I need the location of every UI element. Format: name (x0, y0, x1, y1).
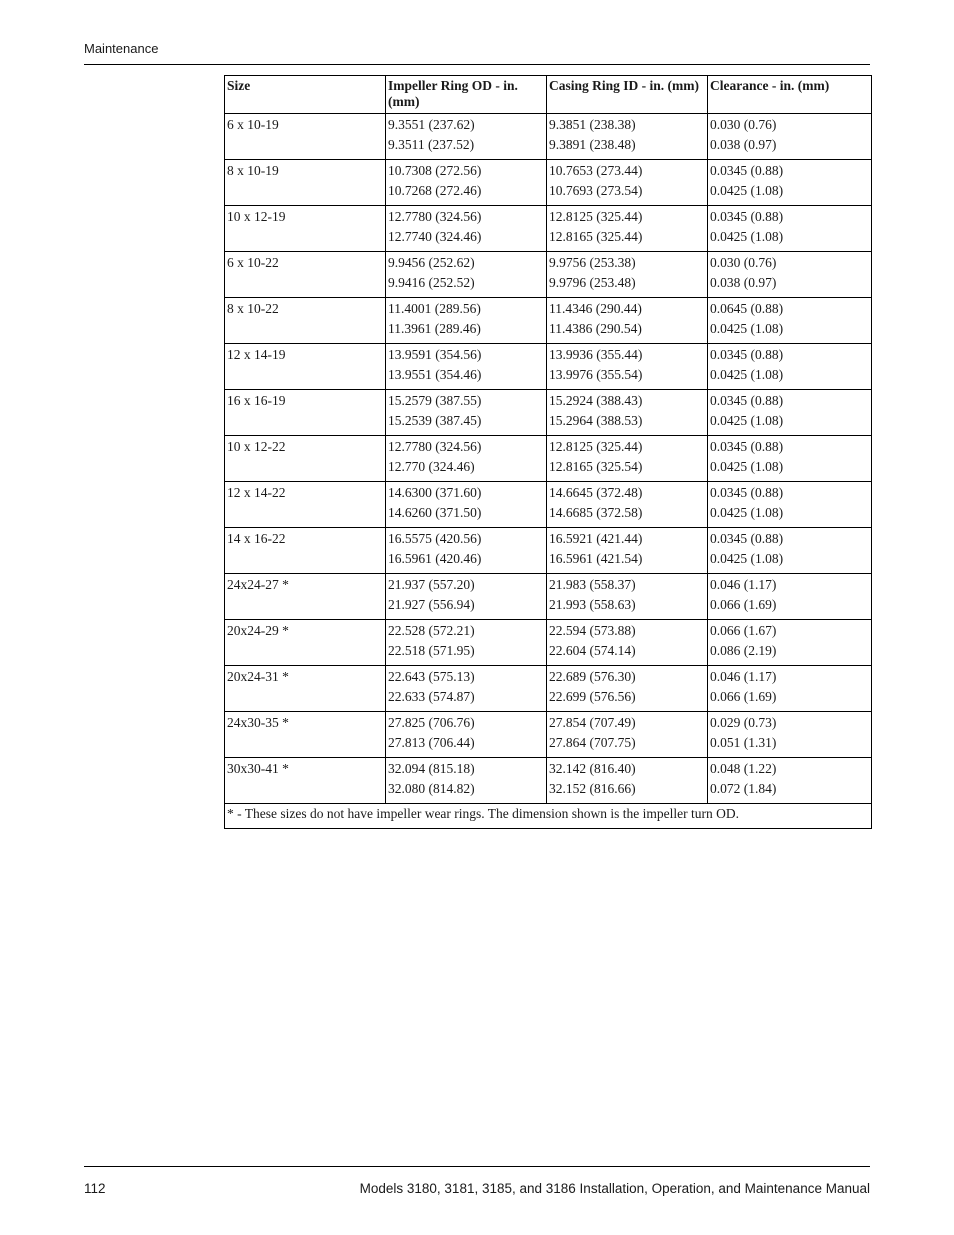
value-line-lower: 22.518 (571.95) (388, 643, 475, 658)
size-cell: 8 x 10-19 (225, 160, 386, 206)
value-line-upper: 0.066 (1.67) (710, 623, 777, 638)
value-line-lower: 21.927 (556.94) (388, 597, 475, 612)
value-line-upper: 0.048 (1.22) (710, 761, 777, 776)
value-line-upper: 13.9936 (355.44) (549, 347, 643, 362)
value-line-upper: 9.9756 (253.38) (549, 255, 636, 270)
value-line-lower: 32.080 (814.82) (388, 781, 475, 796)
clearance-cell (708, 252, 872, 298)
value-line-upper: 12.7780 (324.56) (388, 209, 482, 224)
value-line-upper: 9.9456 (252.62) (388, 255, 475, 270)
value-line-upper: 0.046 (1.17) (710, 669, 777, 684)
size-cell: 30x30-41 * (225, 758, 386, 804)
value-line-lower: 12.8165 (325.54) (549, 459, 643, 474)
value-line-lower: 22.699 (576.56) (549, 689, 636, 704)
value-line-lower: 16.5961 (420.46) (388, 551, 482, 566)
footnote-row (225, 804, 872, 829)
table-row (225, 436, 872, 482)
casing-ring-id-cell (547, 620, 708, 666)
impeller-ring-od-cell (386, 252, 547, 298)
clearance-cell (708, 114, 872, 160)
value-line-lower: 0.0425 (1.08) (710, 321, 784, 336)
value-line-lower: 9.9796 (253.48) (549, 275, 636, 290)
value-line-upper: 22.689 (576.30) (549, 669, 636, 684)
table-header-row (225, 76, 872, 114)
clearance-cell (708, 620, 872, 666)
value-line-upper: 27.825 (706.76) (388, 715, 475, 730)
size-cell: 14 x 16-22 (225, 528, 386, 574)
value-line-lower: 0.072 (1.84) (710, 781, 777, 796)
value-line-lower: 10.7268 (272.46) (388, 183, 482, 198)
clearance-cell (708, 436, 872, 482)
value-line-upper: 15.2924 (388.43) (549, 393, 643, 408)
value-line-lower: 0.066 (1.69) (710, 597, 777, 612)
clearance-cell (708, 482, 872, 528)
value-line-lower: 11.4386 (290.54) (549, 321, 642, 336)
value-line-lower: 0.086 (2.19) (710, 643, 777, 658)
table-row (225, 620, 872, 666)
casing-ring-id-cell (547, 206, 708, 252)
footer-divider (84, 1166, 870, 1167)
impeller-ring-od-cell (386, 160, 547, 206)
value-line-upper: 10.7653 (273.44) (549, 163, 643, 178)
casing-ring-id-cell (547, 482, 708, 528)
value-line-upper: 12.8125 (325.44) (549, 439, 643, 454)
value-line-lower: 16.5961 (421.54) (549, 551, 643, 566)
value-line-upper: 15.2579 (387.55) (388, 393, 482, 408)
value-line-lower: 12.770 (324.46) (388, 459, 475, 474)
wear-ring-clearance-table (224, 75, 872, 829)
casing-ring-id-cell (547, 758, 708, 804)
value-line-lower: 27.864 (707.75) (549, 735, 636, 750)
impeller-ring-od-cell (386, 666, 547, 712)
casing-ring-id-cell (547, 666, 708, 712)
value-line-upper: 16.5921 (421.44) (549, 531, 643, 546)
column-header-casing-ring-id: Casing Ring ID - in. (mm) (547, 76, 708, 114)
impeller-ring-od-cell (386, 758, 547, 804)
value-line-upper: 10.7308 (272.56) (388, 163, 482, 178)
table-row (225, 482, 872, 528)
value-line-upper: 0.046 (1.17) (710, 577, 777, 592)
table-row (225, 160, 872, 206)
manual-title: Models 3180, 3181, 3185, and 3186 Installation, Operation, and Maintenance Manual (359, 1181, 870, 1196)
value-line-lower: 0.0425 (1.08) (710, 229, 784, 244)
value-line-upper: 32.142 (816.40) (549, 761, 636, 776)
value-line-lower: 0.0425 (1.08) (710, 505, 784, 520)
value-line-upper: 13.9591 (354.56) (388, 347, 482, 362)
size-cell: 6 x 10-19 (225, 114, 386, 160)
value-line-lower: 9.3511 (237.52) (388, 137, 475, 152)
value-line-upper: 0.030 (0.76) (710, 117, 777, 132)
value-line-upper: 0.0345 (0.88) (710, 393, 784, 408)
impeller-ring-od-cell (386, 712, 547, 758)
value-line-upper: 22.643 (575.13) (388, 669, 475, 684)
table-row (225, 344, 872, 390)
table-row (225, 528, 872, 574)
value-line-upper: 14.6300 (371.60) (388, 485, 482, 500)
clearance-cell (708, 298, 872, 344)
value-line-lower: 10.7693 (273.54) (549, 183, 643, 198)
size-cell: 12 x 14-22 (225, 482, 386, 528)
value-line-upper: 0.0345 (0.88) (710, 439, 784, 454)
impeller-ring-od-cell (386, 206, 547, 252)
value-line-upper: 9.3551 (237.62) (388, 117, 475, 132)
header-divider (84, 64, 870, 65)
value-line-upper: 11.4346 (290.44) (549, 301, 642, 316)
value-line-lower: 0.051 (1.31) (710, 735, 777, 750)
clearance-cell (708, 344, 872, 390)
clearance-cell (708, 528, 872, 574)
value-line-upper: 0.0345 (0.88) (710, 485, 784, 500)
size-cell: 20x24-31 * (225, 666, 386, 712)
column-header-size: Size (225, 76, 386, 114)
table-row (225, 574, 872, 620)
value-line-lower: 12.8165 (325.44) (549, 229, 643, 244)
table-footnote: * - These sizes do not have impeller wear rings. The dimension shown is the impeller turn OD. (225, 804, 872, 829)
value-line-upper: 21.983 (558.37) (549, 577, 636, 592)
value-line-lower: 0.066 (1.69) (710, 689, 777, 704)
value-line-upper: 22.528 (572.21) (388, 623, 475, 638)
value-line-upper: 12.8125 (325.44) (549, 209, 643, 224)
clearance-cell (708, 574, 872, 620)
value-line-upper: 0.030 (0.76) (710, 255, 777, 270)
impeller-ring-od-cell (386, 436, 547, 482)
value-line-lower: 0.0425 (1.08) (710, 551, 784, 566)
clearance-cell (708, 390, 872, 436)
value-line-lower: 9.9416 (252.52) (388, 275, 475, 290)
size-cell: 24x30-35 * (225, 712, 386, 758)
size-cell: 8 x 10-22 (225, 298, 386, 344)
size-cell: 24x24-27 * (225, 574, 386, 620)
casing-ring-id-cell (547, 712, 708, 758)
clearance-cell (708, 160, 872, 206)
value-line-lower: 27.813 (706.44) (388, 735, 475, 750)
section-header: Maintenance (84, 41, 159, 56)
table-row (225, 298, 872, 344)
value-line-upper: 0.0345 (0.88) (710, 531, 784, 546)
value-line-upper: 0.0645 (0.88) (710, 301, 784, 316)
value-line-upper: 0.029 (0.73) (710, 715, 777, 730)
impeller-ring-od-cell (386, 482, 547, 528)
value-line-lower: 0.0425 (1.08) (710, 183, 784, 198)
column-header-clearance: Clearance - in. (mm) (708, 76, 872, 114)
column-header-impeller-ring-od: Impeller Ring OD - in. (mm) (386, 76, 547, 114)
value-line-upper: 22.594 (573.88) (549, 623, 636, 638)
value-line-lower: 0.0425 (1.08) (710, 367, 784, 382)
table-row (225, 666, 872, 712)
value-line-lower: 15.2539 (387.45) (388, 413, 482, 428)
value-line-upper: 0.0345 (0.88) (710, 163, 784, 178)
value-line-upper: 27.854 (707.49) (549, 715, 636, 730)
impeller-ring-od-cell (386, 390, 547, 436)
value-line-upper: 0.0345 (0.88) (710, 209, 784, 224)
value-line-upper: 16.5575 (420.56) (388, 531, 482, 546)
value-line-lower: 12.7740 (324.46) (388, 229, 482, 244)
value-line-upper: 0.0345 (0.88) (710, 347, 784, 362)
size-cell: 12 x 14-19 (225, 344, 386, 390)
size-cell: 10 x 12-22 (225, 436, 386, 482)
size-cell: 16 x 16-19 (225, 390, 386, 436)
value-line-upper: 12.7780 (324.56) (388, 439, 482, 454)
impeller-ring-od-cell (386, 574, 547, 620)
value-line-lower: 0.038 (0.97) (710, 137, 777, 152)
page-number: 112 (84, 1181, 106, 1196)
casing-ring-id-cell (547, 160, 708, 206)
table-row (225, 206, 872, 252)
impeller-ring-od-cell (386, 298, 547, 344)
table-row (225, 758, 872, 804)
value-line-lower: 9.3891 (238.48) (549, 137, 636, 152)
value-line-upper: 14.6645 (372.48) (549, 485, 643, 500)
value-line-upper: 21.937 (557.20) (388, 577, 475, 592)
casing-ring-id-cell (547, 298, 708, 344)
value-line-lower: 32.152 (816.66) (549, 781, 636, 796)
value-line-lower: 14.6260 (371.50) (388, 505, 482, 520)
casing-ring-id-cell (547, 114, 708, 160)
value-line-lower: 14.6685 (372.58) (549, 505, 643, 520)
clearance-cell (708, 712, 872, 758)
table-row (225, 252, 872, 298)
casing-ring-id-cell (547, 436, 708, 482)
impeller-ring-od-cell (386, 344, 547, 390)
value-line-lower: 15.2964 (388.53) (549, 413, 643, 428)
value-line-lower: 22.604 (574.14) (549, 643, 636, 658)
value-line-lower: 11.3961 (289.46) (388, 321, 481, 336)
value-line-lower: 0.038 (0.97) (710, 275, 777, 290)
value-line-lower: 13.9976 (355.54) (549, 367, 643, 382)
table-row (225, 390, 872, 436)
table-row (225, 114, 872, 160)
casing-ring-id-cell (547, 252, 708, 298)
clearance-cell (708, 758, 872, 804)
value-line-lower: 22.633 (574.87) (388, 689, 475, 704)
size-cell: 6 x 10-22 (225, 252, 386, 298)
casing-ring-id-cell (547, 574, 708, 620)
clearance-cell (708, 206, 872, 252)
table-row (225, 712, 872, 758)
casing-ring-id-cell (547, 390, 708, 436)
impeller-ring-od-cell (386, 114, 547, 160)
casing-ring-id-cell (547, 344, 708, 390)
value-line-lower: 21.993 (558.63) (549, 597, 636, 612)
value-line-upper: 9.3851 (238.38) (549, 117, 636, 132)
value-line-upper: 11.4001 (289.56) (388, 301, 481, 316)
casing-ring-id-cell (547, 528, 708, 574)
value-line-lower: 0.0425 (1.08) (710, 413, 784, 428)
impeller-ring-od-cell (386, 620, 547, 666)
size-cell: 20x24-29 * (225, 620, 386, 666)
impeller-ring-od-cell (386, 528, 547, 574)
value-line-lower: 13.9551 (354.46) (388, 367, 482, 382)
clearance-cell (708, 666, 872, 712)
value-line-upper: 32.094 (815.18) (388, 761, 475, 776)
value-line-lower: 0.0425 (1.08) (710, 459, 784, 474)
size-cell: 10 x 12-19 (225, 206, 386, 252)
